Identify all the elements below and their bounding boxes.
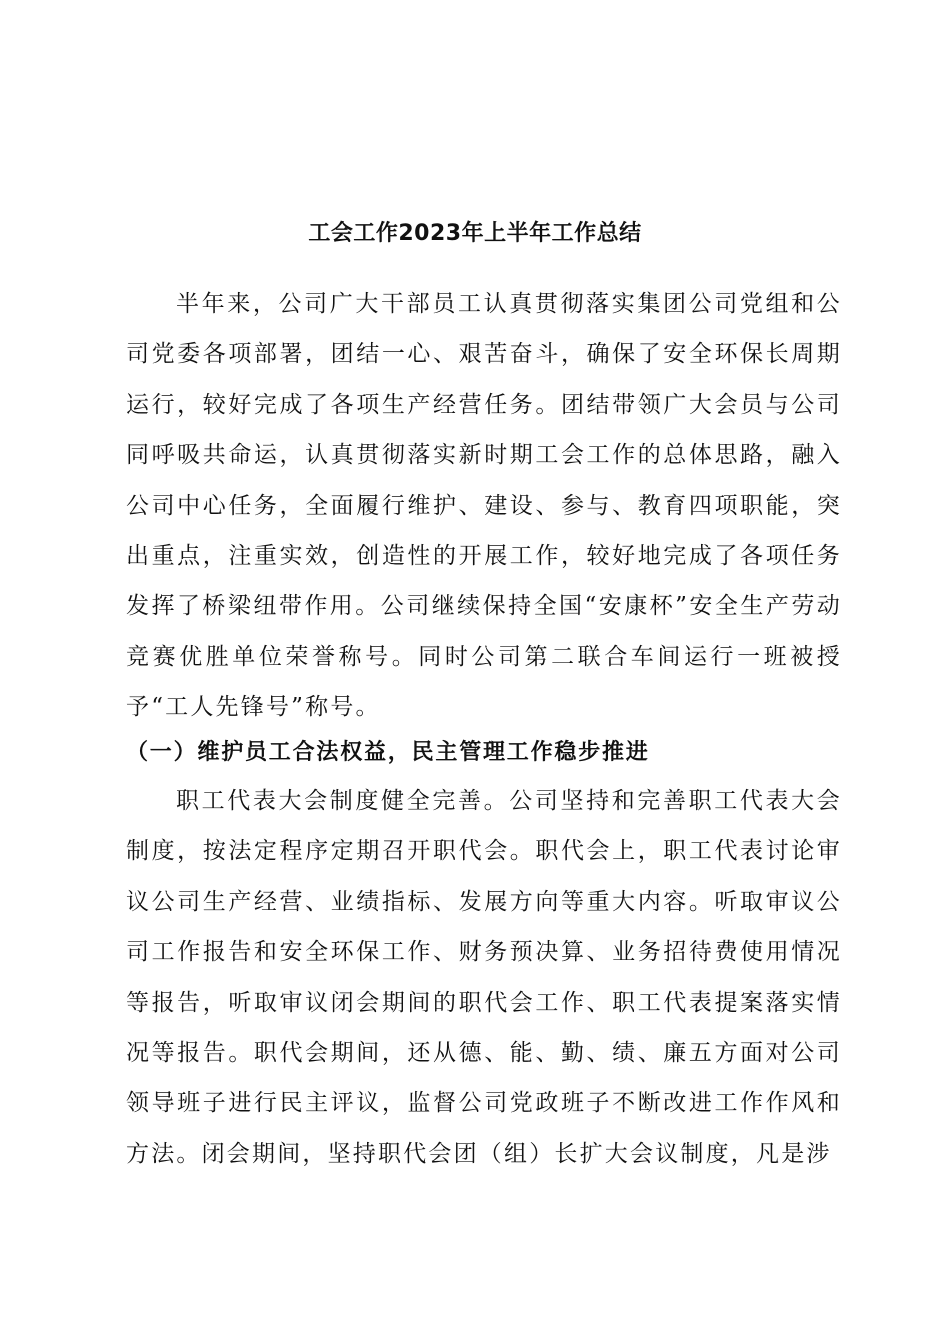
section-heading: （一）维护员工合法权益，民主管理工作稳步推进 [126,740,650,765]
intro-paragraph: 半年来，公司广大干部员工认真贯彻落实集团公司党组和公司党委各项部署，团结一心、艰苦奋斗，确保了安全环保长周期运行，较好完成了各项生产经营任务。团结带领广大会员与公司同呼吸共命运，认真贯彻落实新时期工会工作的总体思路，融入公司中心任务，全面履行维护、建设、参与、教育四项职能，突出重点，注重实效，创造性的开展工作，较好地完成了各项任务发挥了桥梁纽带作用。公司继续保持全国“安康杯”安全生产劳动竞赛优胜单位荣誉称号。同时公司第二联合车间运行一班被授予“工人先锋号”称号。 [126,291,842,721]
document-title: 工会工作2023年上半年工作总结 [308,221,642,246]
section-paragraph: 职工代表大会制度健全完善。公司坚持和完善职工代表大会制度，按法定程序定期召开职代会。职代会上，职工代表讨论审议公司生产经营、业绩指标、发展方向等重大内容。听取审议公司工作报告和安全环保工作、财务预决算、业务招待费使用情况等报告，听取审议闭会期间的职代会工作、职工代表提案落实情况等报告。职代会期间，还从德、能、勤、绩、廉五方面对公司领导班子进行民主评议，监督公司党政班子不断改进工作作风和方法。闭会期间，坚持职代会团（组）长扩大会议制度，凡是涉 [126,788,842,1167]
